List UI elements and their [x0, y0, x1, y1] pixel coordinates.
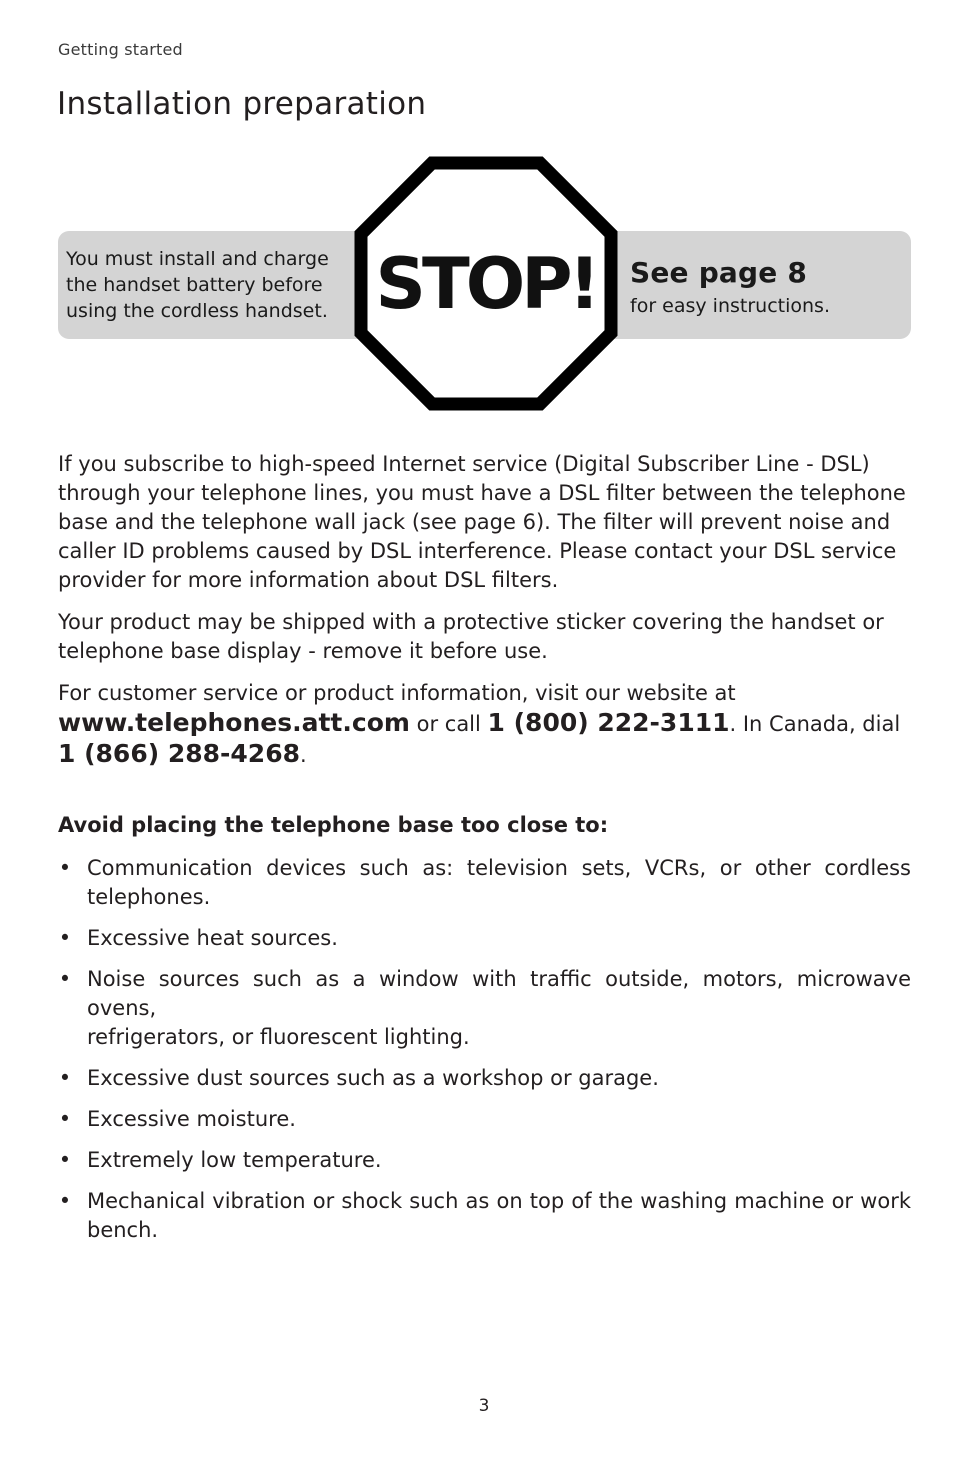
bullet-icon: • — [58, 1189, 72, 1213]
banner-left-text — [66, 246, 366, 324]
avoid-list — [58, 854, 911, 1257]
paragraph-line: telephone base display - remove it before use. — [58, 639, 548, 663]
sticker-paragraph — [58, 608, 911, 666]
list-item-text: Communication devices such as: television sets, VCRs, or other cordless — [87, 856, 911, 880]
page-title: Installation preparation — [57, 86, 427, 122]
list-item-text: bench. — [87, 1218, 159, 1242]
phone-canada: 1 (866) 288-4268 — [58, 739, 300, 768]
dsl-paragraph — [58, 450, 911, 595]
or-call-text: or call — [409, 712, 488, 736]
list-item-text: Noise sources such as a window with traffic outside, motors, microwave ovens, — [87, 967, 911, 1020]
list-item — [58, 1146, 911, 1175]
customer-service-paragraph — [58, 679, 911, 770]
bullet-icon: • — [58, 1148, 72, 1172]
website-link[interactable]: www.telephones.att.com — [58, 708, 410, 737]
paragraph-line: base and the telephone wall jack (see page 6). The filter will prevent noise and — [58, 510, 891, 534]
service-line — [58, 708, 911, 739]
list-item-text: telephones. — [87, 885, 211, 909]
bullet-icon: • — [58, 1107, 72, 1131]
banner-left-line: using the cordless handset. — [66, 300, 328, 322]
list-item — [58, 1105, 911, 1134]
canada-text: . In Canada, dial — [729, 712, 901, 736]
banner-right-title: See page 8 — [630, 256, 808, 289]
paragraph-line: through your telephone lines, you must have a DSL filter between the telephone — [58, 481, 906, 505]
page-number: 3 — [478, 1396, 490, 1416]
list-item-text: Excessive dust sources such as a workshop or garage. — [87, 1066, 659, 1090]
list-item — [58, 854, 911, 912]
list-item-text: refrigerators, or fluorescent lighting. — [87, 1025, 470, 1049]
paragraph-line: Your product may be shipped with a protective sticker covering the handset or — [58, 610, 884, 634]
list-item-text: Excessive heat sources. — [87, 926, 338, 950]
bullet-icon: • — [58, 1066, 72, 1090]
banner-left-line: the handset battery before — [66, 274, 323, 296]
bullet-icon: • — [58, 967, 72, 991]
list-item — [58, 1187, 911, 1245]
section-label: Getting started — [58, 40, 183, 59]
list-item — [58, 1064, 911, 1093]
paragraph-line: If you subscribe to high-speed Internet service (Digital Subscriber Line - DSL) — [58, 452, 870, 476]
avoid-heading: Avoid placing the telephone base too close to: — [58, 813, 609, 837]
paragraph-line: provider for more information about DSL filters. — [58, 568, 559, 592]
list-item-text: Mechanical vibration or shock such as on top of the washing machine or work — [87, 1189, 911, 1213]
end-punctuation: . — [299, 743, 307, 767]
list-item-text: Excessive moisture. — [87, 1107, 296, 1131]
bullet-icon: • — [58, 926, 72, 950]
list-item — [58, 965, 911, 1052]
bullet-icon: • — [58, 856, 72, 880]
list-item — [58, 924, 911, 953]
phone-us: 1 (800) 222-3111 — [487, 708, 730, 737]
service-intro: For customer service or product information, visit our website at — [58, 681, 736, 705]
stop-text: STOP! — [375, 243, 597, 325]
banner-left-line: You must install and charge — [66, 248, 329, 270]
list-item-text: Extremely low temperature. — [87, 1148, 382, 1172]
banner-right-subtitle: for easy instructions. — [630, 295, 830, 317]
paragraph-line: caller ID problems caused by DSL interference. Please contact your DSL service — [58, 539, 897, 563]
service-line — [58, 739, 911, 770]
